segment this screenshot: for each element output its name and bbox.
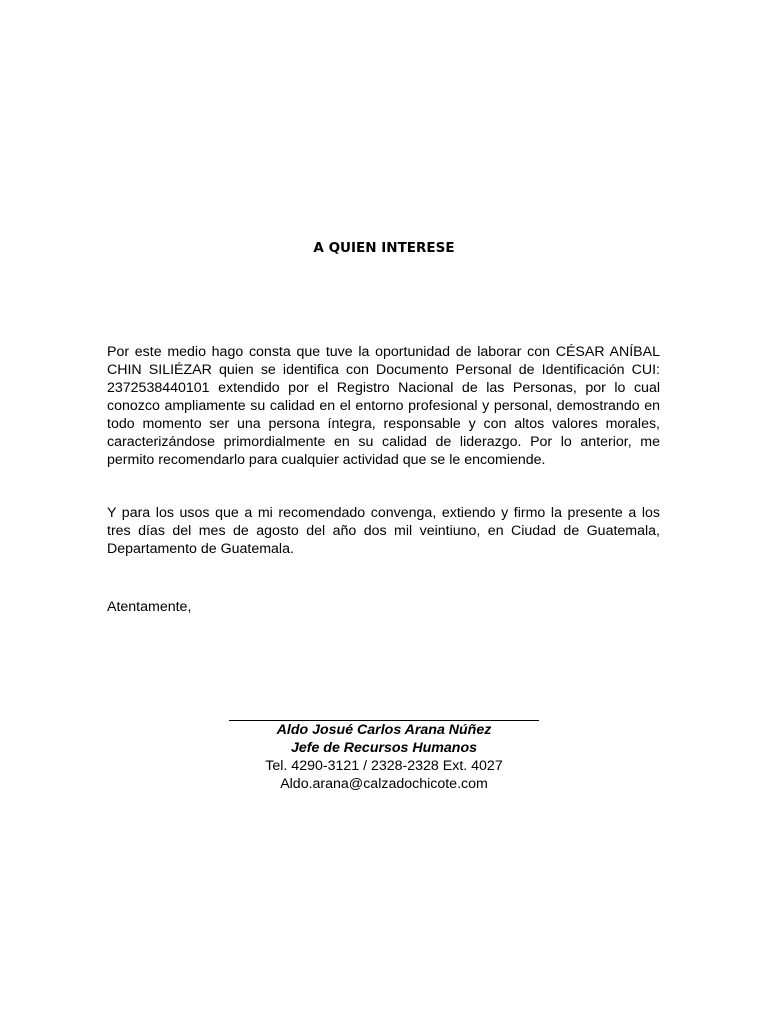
signer-role: Jefe de Recursos Humanos bbox=[290, 740, 478, 756]
signature-block bbox=[0, 704, 768, 793]
signer-phone: Tel. 4290-3121 / 2328-2328 Ext. 4027 bbox=[265, 758, 503, 774]
letter-paragraph-2: Y para los usos que a mi recomendado convenga, extiendo y firmo la presente a los tres días del mes de agosto del año dos mil veintiuno, en Ciudad de Guatemala, Departamento de Guatemala. bbox=[107, 505, 660, 558]
letter-title: A QUIEN INTERESE bbox=[313, 240, 455, 256]
signer-name: Aldo Josué Carlos Arana Núñez bbox=[276, 722, 492, 738]
letter-paragraph-1: Por este medio hago consta que tuve la oportunidad de laborar con CÉSAR ANÍBAL CHIN SILIÉZAR quien se identifica con Documento Personal de Identificación CUI: 2372538440101 extendido por el Registro Nacional de las Personas, por lo cual conozco ampliamente su calidad en el entorno profesional y personal, demostrando en todo momento ser una persona íntegra, responsable y con altos valores morales, caracterizándose primordialmente en su calidad de liderazgo. Por lo anterior, me permito recomendarlo para cualquier actividad que se le encomiende. bbox=[107, 344, 660, 469]
signer-email: Aldo.arana@calzadochicote.com bbox=[280, 776, 488, 792]
letter-closing: Atentamente, bbox=[107, 599, 192, 615]
signature-line bbox=[229, 704, 539, 721]
